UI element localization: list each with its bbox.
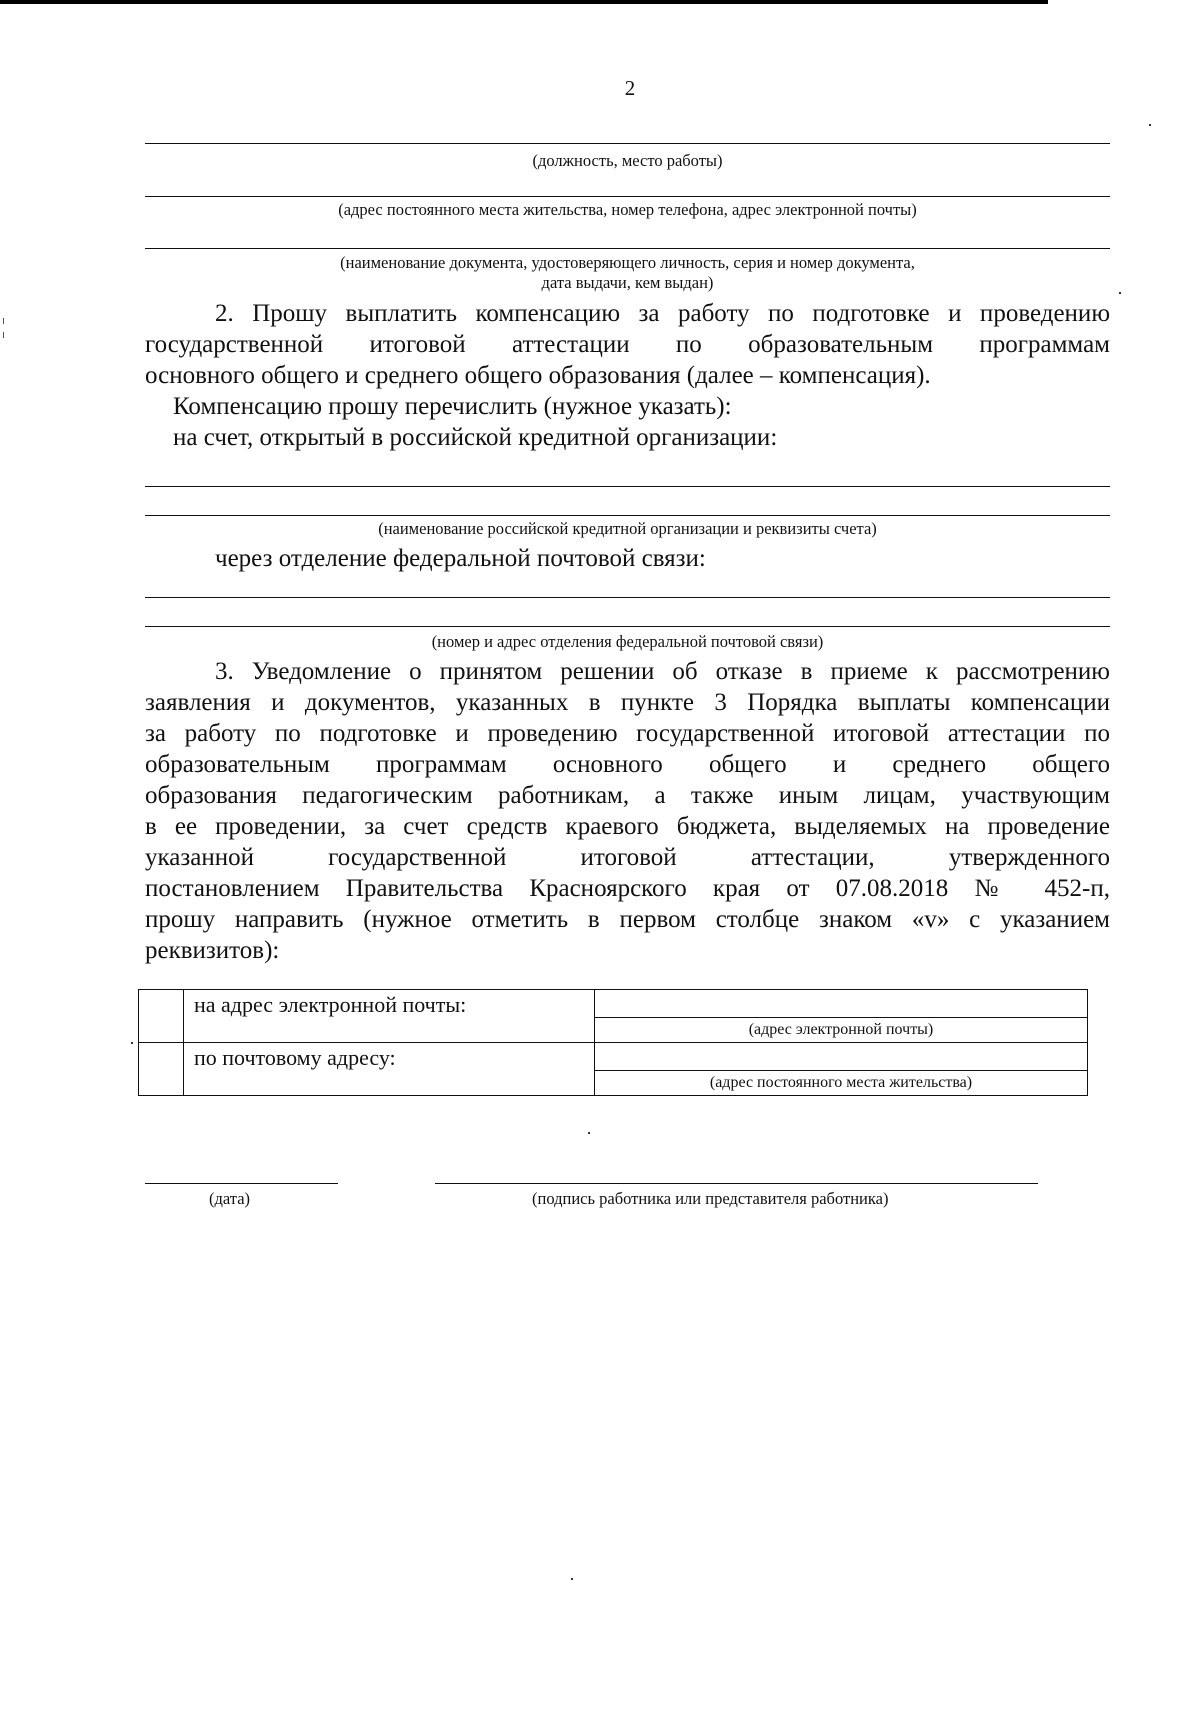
section-3-line: указанной государственной итоговой аттестации, утвержденного: [145, 844, 1110, 871]
bank-line-1[interactable]: [145, 486, 1110, 487]
section-3-line: образовательным программам основного общего и среднего общего: [145, 751, 1110, 778]
section-3-line: прошу направить (нужное отметить в первом столбце знаком «v» с указанием: [145, 906, 1110, 933]
email-field[interactable]: [595, 990, 1088, 1018]
section-3-line: заявления и документов, указанных в пункте 3 Порядка выплаты компенсации: [145, 689, 1110, 716]
scan-speck: [1149, 124, 1151, 126]
post-option: через отделение федеральной почтовой связи:: [215, 545, 706, 572]
section-3-line: постановлением Правительства Красноярского края от 07.08.2018 № 452-п,: [145, 875, 1110, 902]
scan-speck: [1119, 292, 1121, 294]
date-line[interactable]: [145, 1183, 338, 1184]
scan-speck: [131, 1042, 133, 1044]
postal-address-field[interactable]: [595, 1043, 1088, 1071]
position-caption: (должность, место работы): [532, 151, 723, 170]
account-option: на счет, открытый в российской кредитной организации:: [173, 424, 778, 451]
scan-speck: [588, 1132, 590, 1134]
section-2-line: 2. Прошу выплатить компенсацию за работу по подготовке и проведению: [215, 300, 1110, 327]
section-3-line: в ее проведении, за счет средств краевого бюджета, выделяемых на проведение: [145, 813, 1110, 840]
transfer-prompt: Компенсацию прошу перечислить (нужное указать):: [173, 393, 732, 420]
postal-label: по почтовому адресу:: [184, 1043, 595, 1096]
bank-caption: (наименование российской кредитной организации и реквизиты счета): [378, 519, 877, 538]
email-field-caption: (адрес электронной почты): [595, 1018, 1088, 1043]
postal-checkbox-cell[interactable]: [139, 1043, 184, 1096]
email-checkbox-cell[interactable]: [139, 990, 184, 1043]
address-line[interactable]: [145, 196, 1110, 197]
bank-line-2[interactable]: [145, 515, 1110, 516]
scan-edge-mark: [3, 318, 4, 324]
id-document-caption-1: (наименование документа, удостоверяющего личность, серия и номер документа,: [340, 253, 915, 272]
post-line-2[interactable]: [145, 626, 1110, 627]
scan-speck: [571, 1578, 573, 1580]
section-3-line: 3. Уведомление о принятом решении об отказе в приеме к рассмотрению: [215, 658, 1110, 685]
section-2-line: государственной итоговой аттестации по образовательным программам: [145, 331, 1110, 358]
section-3-line: реквизитов):: [145, 937, 280, 964]
section-2: [145, 298, 1110, 453]
section-3-line: за работу по подготовке и проведению государственной итоговой аттестации по: [145, 720, 1110, 747]
postal-field-caption: (адрес постоянного места жительства): [595, 1071, 1088, 1096]
post-option-block: [145, 543, 1110, 574]
post-line-1[interactable]: [145, 597, 1110, 598]
email-row: [139, 990, 1088, 1018]
post-caption: (номер и адрес отделения федеральной почтовой связи): [431, 632, 824, 651]
section-2-line: основного общего и среднего общего образования (далее – компенсация).: [145, 362, 931, 389]
email-label: на адрес электронной почты:: [184, 990, 595, 1043]
position-line[interactable]: [145, 143, 1110, 144]
section-3-line: образования педагогическим работникам, а также иным лицам, участвующим: [145, 782, 1110, 809]
id-document-caption-2: дата выдачи, кем выдан): [541, 273, 714, 292]
signature-line[interactable]: [435, 1183, 1038, 1184]
date-caption: (дата): [209, 1189, 251, 1208]
scan-edge-mark: [3, 332, 4, 338]
address-caption: (адрес постоянного места жительства, номер телефона, адрес электронной почты): [338, 200, 917, 219]
section-3: [145, 656, 1110, 966]
notification-method-table: [138, 989, 1088, 1096]
scan-top-edge: [0, 0, 1048, 4]
postal-row: [139, 1043, 1088, 1071]
id-document-line[interactable]: [145, 248, 1110, 249]
signature-caption: (подпись работника или представителя работника): [532, 1189, 889, 1208]
page-number: 2: [624, 76, 636, 100]
